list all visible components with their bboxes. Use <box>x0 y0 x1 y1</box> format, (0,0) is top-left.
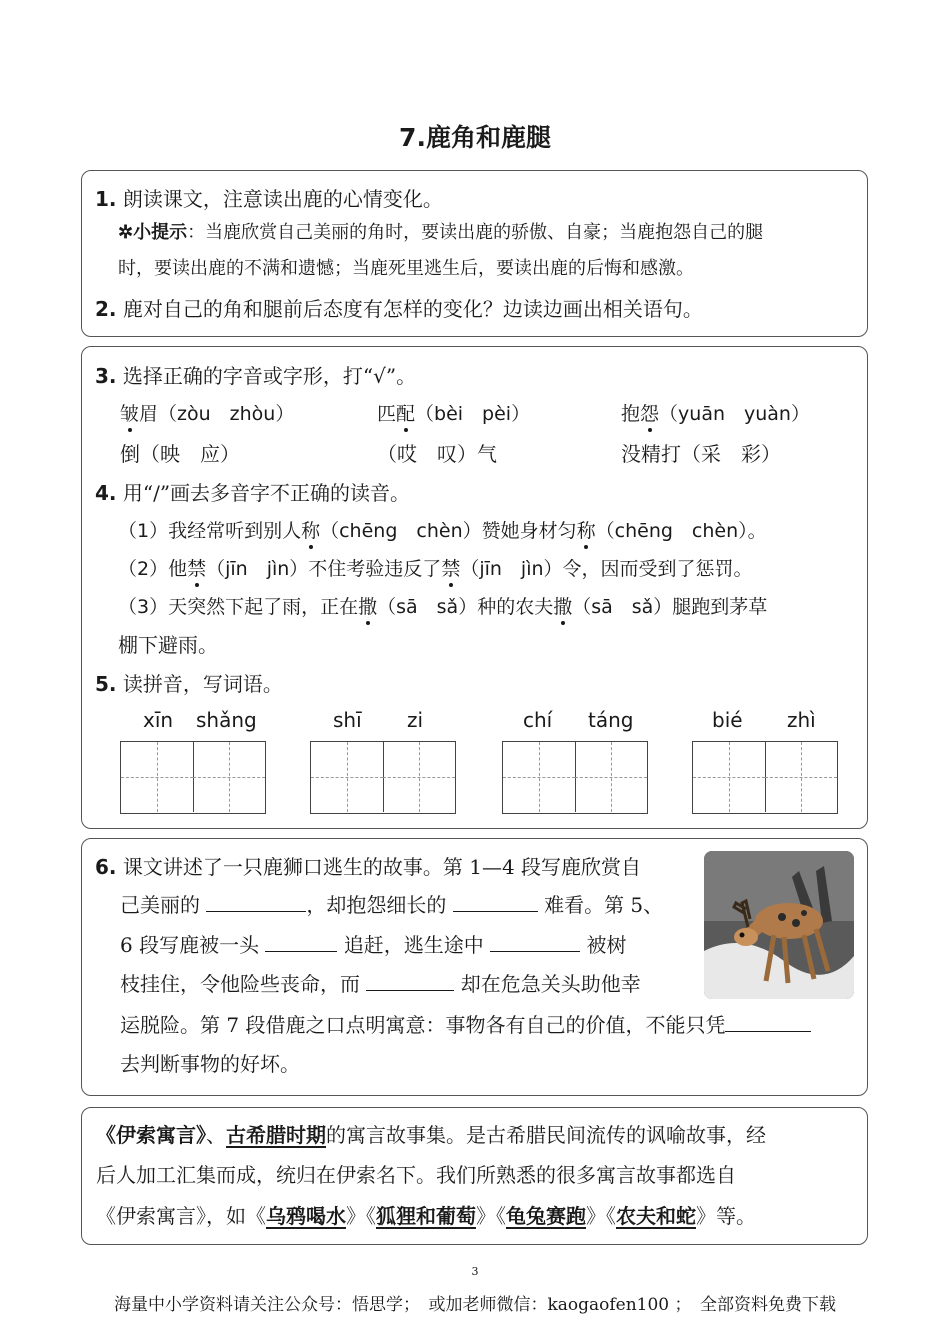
answer-blank[interactable] <box>265 933 337 952</box>
tip-text-1: ：当鹿欣赏自己美丽的角时，要读出鹿的骄傲、自豪；当鹿抱怨自己的腿 <box>187 222 764 243</box>
answer-blank[interactable] <box>490 933 580 952</box>
q1-tip-line2: 时，要读出鹿的不满和遗憾；当鹿死里逃生后，要读出鹿的后悔和感激。 <box>118 258 694 279</box>
dotted-char: 皱 <box>120 403 140 425</box>
book-title: 《伊索寓言》 <box>96 1123 206 1147</box>
q2-number: 2. <box>95 297 117 321</box>
q3-item-3: 抱怨（yuān yuàn） <box>621 403 810 425</box>
writing-grid-2[interactable] <box>310 741 456 814</box>
q3-number: 3. <box>95 364 117 388</box>
pinyin: chí <box>523 708 553 732</box>
aesop-line-3: 《伊索寓言》，如《乌鸦喝水》《狐狸和葡萄》《龟兔赛跑》《农夫和蛇》等。 <box>96 1204 756 1228</box>
writing-grid-3[interactable] <box>502 741 648 814</box>
answer-blank[interactable] <box>206 893 306 912</box>
pinyin: shī <box>333 708 362 732</box>
q1-text: 朗读课文，注意读出鹿的心情变化。 <box>122 187 443 211</box>
q6-number: 6. <box>95 855 117 879</box>
q3-item-2: 匹配（bèi pèi） <box>377 403 531 425</box>
page-title: 7.鹿角和鹿腿 <box>399 123 551 152</box>
q6-line-6: 去判断事物的好坏。 <box>120 1052 300 1076</box>
pinyin: bié <box>712 708 743 732</box>
story-title: 农夫和蛇 <box>616 1204 696 1228</box>
story-title: 狐狸和葡萄 <box>376 1204 476 1228</box>
answer-blank[interactable] <box>725 1013 811 1032</box>
pinyin: zhì <box>787 708 816 732</box>
q2-text: 鹿对自己的角和腿前后态度有怎样的变化？边读边画出相关语句。 <box>122 297 703 321</box>
q6-line-4: 枝挂住，令他险些丧命，而 却在危急关头助他幸 <box>120 972 641 996</box>
aesop-line-2: 后人加工汇集而成，统归在伊索名下。我们所熟悉的很多寓言故事都选自 <box>96 1163 736 1187</box>
q2 <box>95 295 703 323</box>
q1-number: 1. <box>95 187 117 211</box>
deer-illustration <box>704 851 854 999</box>
q5 <box>95 670 283 698</box>
pinyin: táng <box>588 708 634 732</box>
q4-number: 4. <box>95 481 117 505</box>
q6-line-3: 6 段写鹿被一头 追赶，逃生途中 被树 <box>120 933 627 957</box>
tip-label: ✲小提示 <box>118 222 188 243</box>
q3-text: 选择正确的字音或字形，打“√”。 <box>122 364 417 388</box>
q5-number: 5. <box>95 672 117 696</box>
q4 <box>95 479 410 507</box>
q6-line-2: 己美丽的 ，却抱怨细长的 难看。第 5、 <box>120 893 664 917</box>
q3-item-1: 皱眉（zòu zhòu） <box>120 403 295 425</box>
page-number: 3 <box>471 1265 479 1278</box>
q5-text: 读拼音，写词语。 <box>122 672 283 696</box>
story-title: 龟兔赛跑 <box>506 1204 586 1228</box>
q4-line-1: （1）我经常听到别人称（chēng chèn）赞她身材匀称（chēng chèn）。 <box>118 520 767 542</box>
dotted-char: 怨 <box>640 403 660 425</box>
writing-grid-4[interactable] <box>692 741 838 814</box>
q3 <box>95 362 416 390</box>
q6-line-5: 运脱险。第 7 段借鹿之口点明寓意：事物各有自己的价值，不能只凭 <box>120 1011 811 1039</box>
pinyin: zi <box>407 708 424 732</box>
pinyin: xīn <box>143 708 174 732</box>
aesop-line-1: 《伊索寓言》、古希腊时期的寓言故事集。是古希腊民间流传的讽喻故事，经 <box>96 1123 766 1147</box>
writing-grid-1[interactable] <box>120 741 266 814</box>
footer-note: 海量中小学资料请关注公众号：悟思学； 或加老师微信：kaogaofen100 ； 全部资料免费下载 <box>113 1295 837 1315</box>
q4-line-2: （2）他禁（jīn jìn）不住考验违反了禁（jīn jìn）令，因而受到了惩罚。 <box>118 558 753 580</box>
dotted-char: 配 <box>396 403 416 425</box>
q4-line-3: （3）天突然下起了雨，正在撒（sā sǎ）种的农夫撒（sā sǎ）腿跑到茅草 <box>118 596 768 618</box>
q4-line-4: 棚下避雨。 <box>118 633 218 657</box>
q3-item-4: 倒（映 应） <box>120 442 240 466</box>
q3-item-6: 没精打（采 彩） <box>621 442 781 466</box>
era-label: 古希腊时期 <box>226 1123 326 1147</box>
q6-line-1: 6. 课文讲述了一只鹿狮口逃生的故事。第 1—4 段写鹿欣赏自 <box>95 855 642 879</box>
q1-tip-line1 <box>118 219 763 247</box>
q3-item-5: （哎 叹）气 <box>377 442 497 466</box>
story-title: 乌鸦喝水 <box>266 1204 346 1228</box>
q1 <box>95 185 443 213</box>
answer-blank[interactable] <box>453 893 538 912</box>
pinyin: shǎng <box>196 708 257 732</box>
q4-text: 用“/”画去多音字不正确的读音。 <box>122 481 411 505</box>
answer-blank[interactable] <box>366 972 454 991</box>
